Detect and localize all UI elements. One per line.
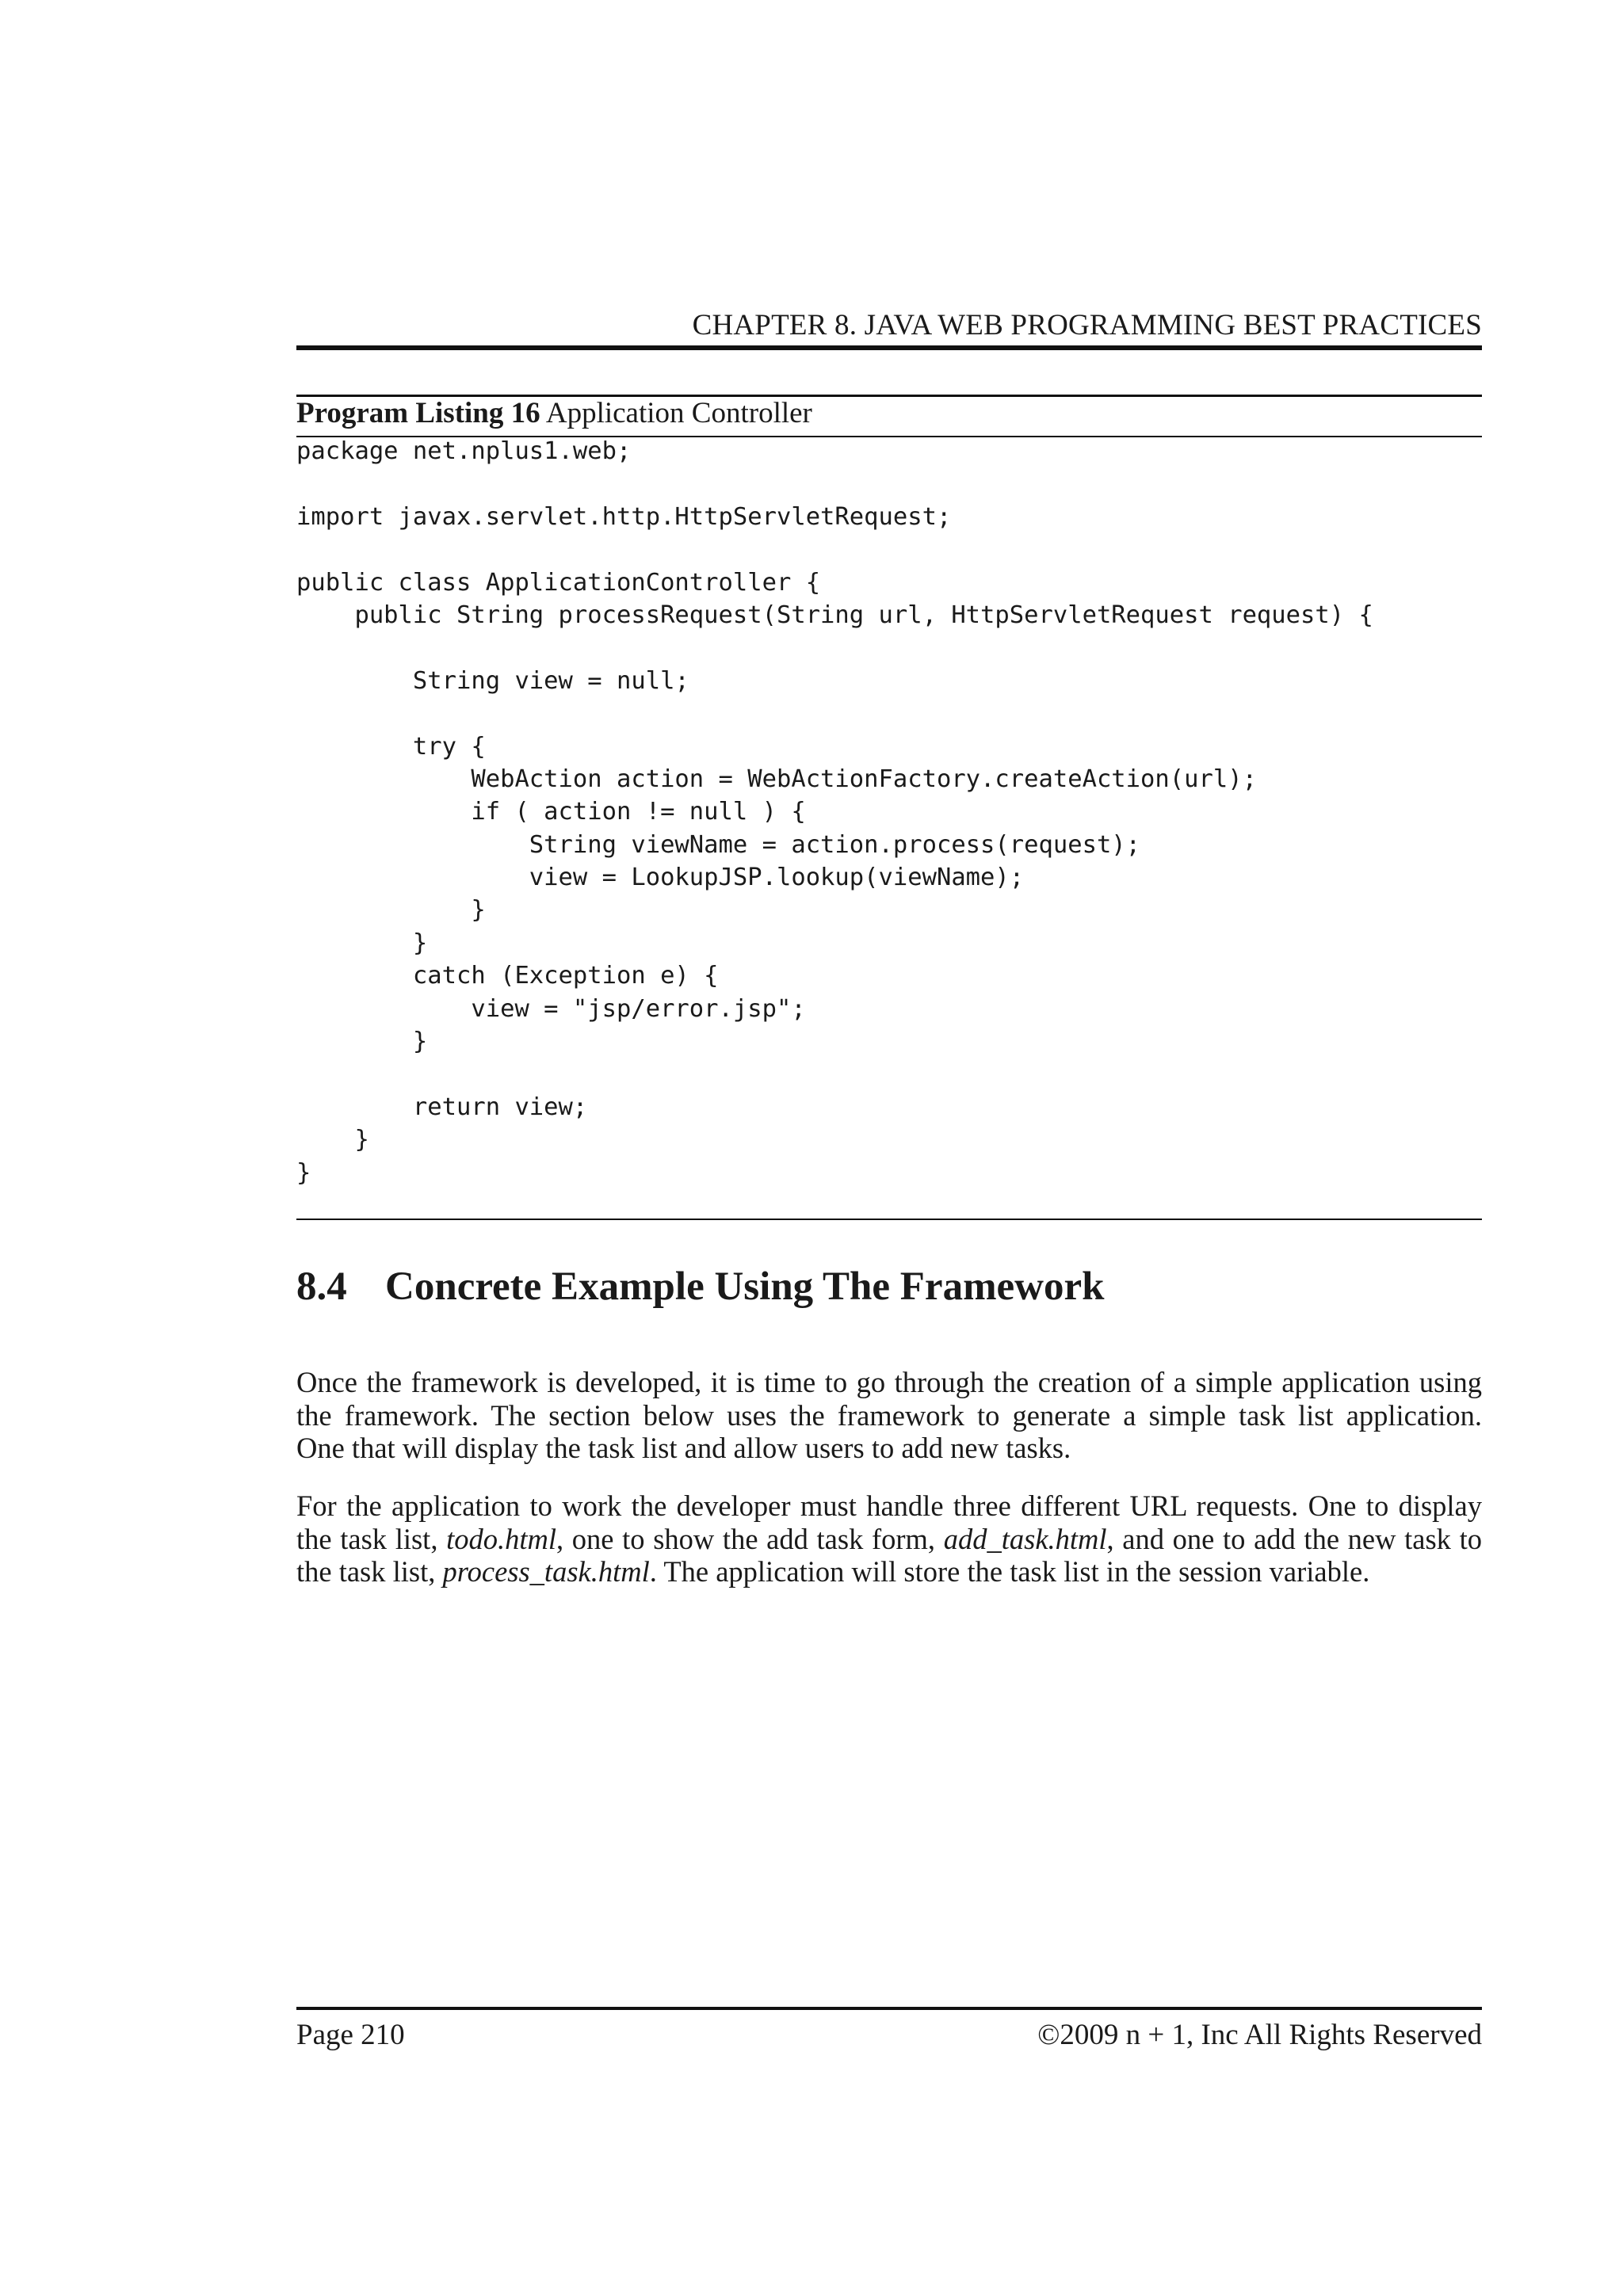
code-line: catch (Exception e) { [296,962,719,990]
footer [296,2017,1482,2054]
text-run: the task list, [296,1522,447,1555]
code-line: try { [296,732,486,761]
text-run: , and one to add the new task to [1106,1522,1482,1555]
code-line [296,1058,1482,1090]
code-line: WebAction action = WebActionFactory.createAction(url); [296,765,1257,793]
filename-process-task: process_task.html [442,1555,650,1588]
code-line: if ( action != null ) { [296,798,806,826]
paragraph-line: the framework. The section below uses the framework to generate a simple task list application. [296,1398,1482,1432]
section-heading [296,1261,1482,1312]
listing-caption [296,396,1482,431]
header-rule [296,345,1482,350]
code-line [296,697,1482,730]
code-line: package net.nplus1.web; [296,437,632,465]
code-line: String viewName = action.process(request); [296,830,1141,859]
code-line: public String processRequest(String url, HttpServletRequest request) { [296,601,1373,629]
listing-bottom-rule [296,1219,1482,1220]
code-line: } [296,896,486,925]
code-line: } [296,1126,369,1154]
code-line: view = "jsp/error.jsp"; [296,994,806,1023]
copyright: ©2009 n + 1, Inc All Rights Reserved [1037,2019,1482,2051]
code-line: view = LookupJSP.lookup(viewName); [296,864,1025,892]
text-run: , one to show the add task form, [556,1522,944,1555]
section-title: Concrete Example Using The Framework [385,1264,1105,1309]
listing-label: Program Listing 16 [296,397,540,429]
filename-todo: todo.html [446,1522,557,1555]
text-run: the task list, [296,1555,443,1588]
code-line: return view; [296,1093,588,1121]
running-head: CHAPTER 8. JAVA WEB PROGRAMMING BEST PRACTICES [692,309,1482,341]
paragraph-line [296,1555,1482,1589]
code-line: String view = null; [296,666,689,695]
paragraph-line [296,1523,1482,1556]
code-line: } [296,1028,428,1056]
code-line: public class ApplicationController { [296,568,821,597]
code-listing [296,435,1482,1189]
code-line [296,631,1482,664]
listing-title: Application Controller [545,397,812,429]
paragraph-line: Once the framework is developed, it is time to go through the creation of a simple application using [296,1366,1482,1398]
code-line [296,467,1482,500]
footer-rule [296,2007,1482,2010]
text-run: . The application will store the task list in the session variable. [649,1555,1370,1588]
code-line: import javax.servlet.http.HttpServletRequest; [296,502,952,531]
filename-add-task: add_task.html [943,1522,1107,1555]
paragraph-url-requests [296,1489,1482,1589]
paragraph-line: One that will display the task list and allow users to add new tasks. [296,1432,1071,1464]
code-line [296,533,1482,566]
paragraph-line: For the application to work the developer must handle three different URL requests. One to display [296,1489,1482,1522]
code-line: } [296,929,428,957]
section-number: 8.4 [296,1264,347,1309]
page-number: Page 210 [296,2019,405,2051]
code-line: } [296,1158,311,1187]
paragraph-intro [296,1366,1482,1465]
